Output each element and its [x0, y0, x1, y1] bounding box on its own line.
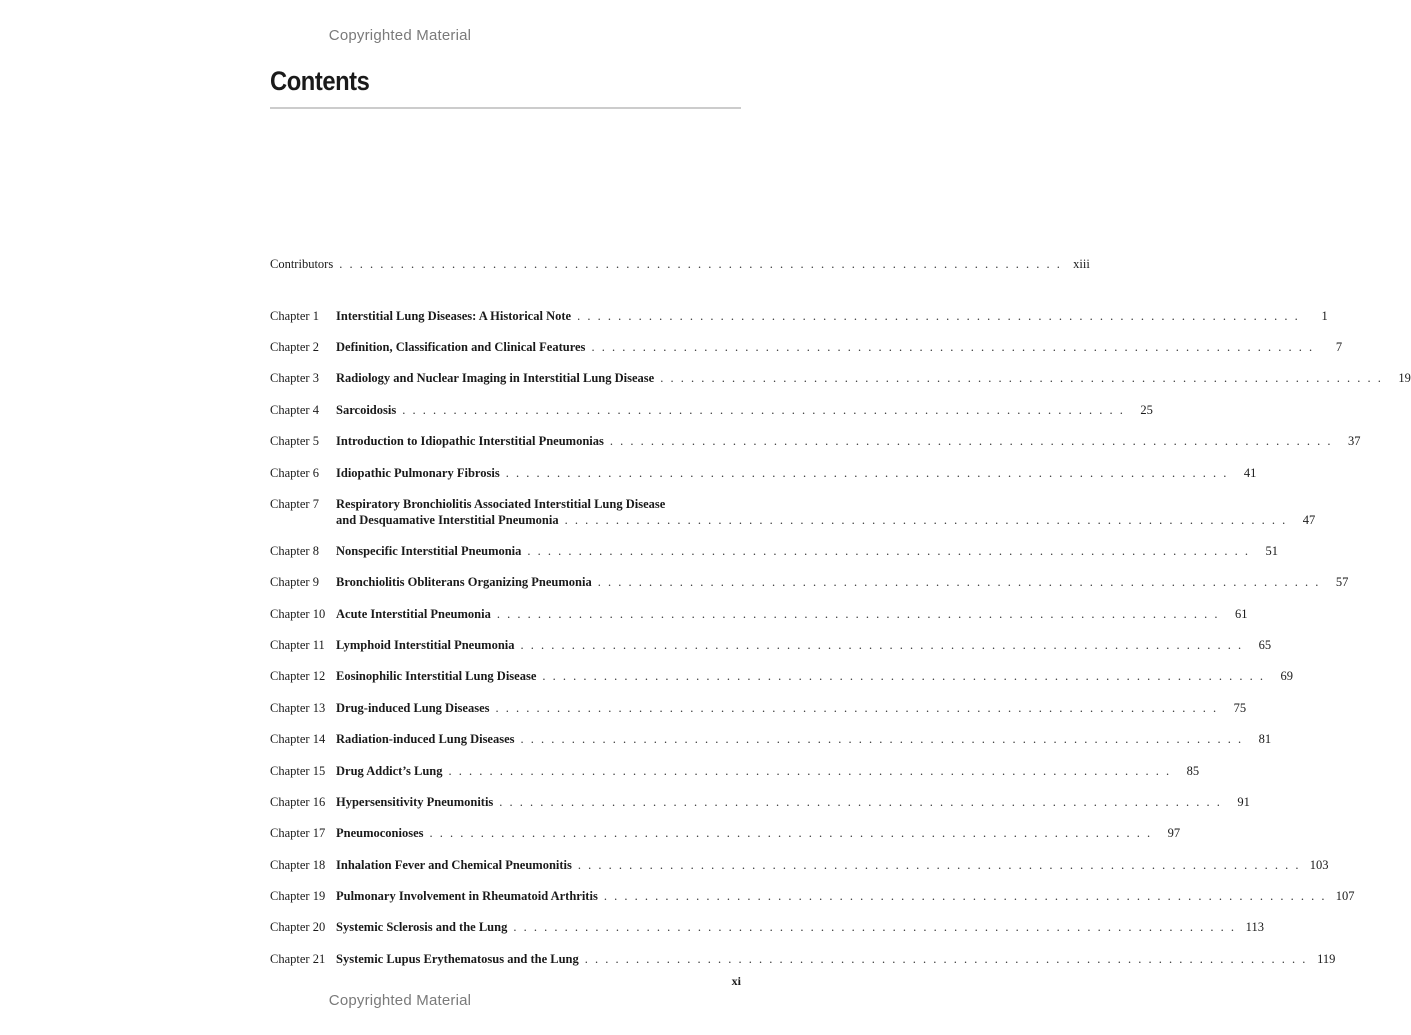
toc-row-contributors	[270, 256, 1090, 272]
chapter-title: Hypersensitivity Pneumonitis	[336, 795, 494, 809]
page-number: 69	[1280, 669, 1293, 683]
chapter-title: Lymphoid Interstitial Pneumonia	[336, 638, 515, 652]
copyright-watermark-top: Copyrighted Material	[328, 27, 472, 44]
chapter-title: Acute Interstitial Pneumonia	[336, 607, 491, 621]
dot-leader: . . . . . . . . . . . . . . . . . . . . . . . . . . . . . . . . . . . . . . . . . . . . . . . . . . . . . . . . . . . . . . . . . . . . . . .	[577, 309, 1300, 323]
dot-leader: . . . . . . . . . . . . . . . . . . . . . . . . . . . . . . . . . . . . . . . . . . . . . . . . . . . . . . . . . . . . . . . . . . . . . . .	[584, 952, 1308, 966]
chapter-title-line2: and Desquamative Interstitial Pneumonia	[336, 513, 559, 527]
dot-leader: . . . . . . . . . . . . . . . . . . . . . . . . . . . . . . . . . . . . . . . . . . . . . . . . . . . . . . . . . . . . . . . . . . . . . . .	[520, 638, 1244, 652]
toc-row-chapter	[270, 888, 1355, 904]
title-rule	[270, 107, 741, 109]
dot-leader: . . . . . . . . . . . . . . . . . . . . . . . . . . . . . . . . . . . . . . . . . . . . . . . . . . . . . . . . . . . . . . . . . . . . . . .	[520, 732, 1244, 746]
chapter-title: Inhalation Fever and Chemical Pneumonitis	[336, 858, 572, 872]
chapter-title: Drug-induced Lung Diseases	[336, 701, 490, 715]
dot-leader: . . . . . . . . . . . . . . . . . . . . . . . . . . . . . . . . . . . . . . . . . . . . . . . . . . . . . . . . . . . . . . . . . . . . . . .	[495, 701, 1219, 715]
chapter-label: Chapter 16	[270, 795, 326, 809]
dot-leader: . . . . . . . . . . . . . . . . . . . . . . . . . . . . . . . . . . . . . . . . . . . . . . . . . . . . . . . . . . . . . . . . . . . . . . .	[513, 920, 1236, 934]
chapter-label: Chapter 18	[270, 858, 326, 872]
chapter-title: Eosinophilic Interstitial Lung Disease	[336, 669, 537, 683]
dot-leader: . . . . . . . . . . . . . . . . . . . . . . . . . . . . . . . . . . . . . . . . . . . . . . . . . . . . . . . . . . . . . . . . . . . . . . .	[496, 607, 1220, 621]
page-number: 51	[1265, 544, 1279, 558]
toc-row-chapter	[270, 763, 1200, 779]
chapter-label: Chapter 1	[270, 309, 319, 323]
toc-row-chapter	[270, 543, 1279, 559]
chapter-label: Chapter 2	[270, 340, 319, 354]
page-number: xiii	[1073, 257, 1090, 271]
toc-row-chapter	[270, 339, 1343, 355]
page-number: 61	[1234, 607, 1248, 621]
page-number: 107	[1335, 889, 1355, 903]
dot-leader: . . . . . . . . . . . . . . . . . . . . . . . . . . . . . . . . . . . . . . . . . . . . . . . . . . . . . . . . . . . . . . . . . . . . . . .	[609, 434, 1333, 448]
toc-row-chapter	[270, 825, 1181, 841]
chapter-label: Chapter 19	[270, 889, 326, 903]
chapter-title: Pulmonary Involvement in Rheumatoid Arthritis	[336, 889, 598, 903]
chapter-label: Chapter 15	[270, 764, 326, 778]
chapter-label: Chapter 12	[270, 669, 326, 683]
page-number: 1	[1321, 309, 1328, 323]
toc-row-chapter	[270, 465, 1257, 481]
chapter-label: Chapter 9	[270, 575, 319, 589]
chapter-label: Chapter 11	[270, 638, 325, 652]
dot-leader: . . . . . . . . . . . . . . . . . . . . . . . . . . . . . . . . . . . . . . . . . . . . . . . . . . . . . . . . . . . . . . . . . . . . . . .	[429, 826, 1153, 840]
dot-leader: . . . . . . . . . . . . . . . . . . . . . . . . . . . . . . . . . . . . . . . . . . . . . . . . . . . . . . . . . . . . . . . . . . . . . . .	[402, 403, 1125, 417]
toc-row-chapter	[270, 794, 1250, 810]
chapter-label: Chapter 5	[270, 434, 319, 448]
chapter-title: Systemic Lupus Erythematosus and the Lung	[336, 952, 579, 966]
page-number: 97	[1167, 826, 1181, 840]
toc-row-chapter	[270, 574, 1349, 590]
dot-leader: . . . . . . . . . . . . . . . . . . . . . . . . . . . . . . . . . . . . . . . . . . . . . . . . . . . . . . . . . . . . . . . . . . . . . . .	[591, 340, 1315, 354]
toc-row-chapter	[270, 370, 1411, 386]
chapter-label: Chapter 6	[270, 466, 319, 480]
toc-row-chapter	[270, 308, 1328, 324]
chapter-title: Drug Addict’s Lung	[336, 764, 443, 778]
chapter-label: Chapter 7	[270, 497, 319, 511]
chapter-label: Chapter 3	[270, 371, 319, 385]
dot-leader: . . . . . . . . . . . . . . . . . . . . . . . . . . . . . . . . . . . . . . . . . . . . . . . . . . . . . . . . . . . . . . . . . . . . . . .	[448, 764, 1172, 778]
page-number: 65	[1258, 638, 1272, 652]
chapter-label: Chapter 13	[270, 701, 326, 715]
dot-leader: . . . . . . . . . . . . . . . . . . . . . . . . . . . . . . . . . . . . . . . . . . . . . . . . . . . . . . . . . . . . . . . . . . . . . . .	[505, 466, 1229, 480]
dot-leader: . . . . . . . . . . . . . . . . . . . . . . . . . . . . . . . . . . . . . . . . . . . . . . . . . . . . . . . . . . . . . . . . . . . . . . .	[339, 257, 1062, 271]
page-number: 103	[1309, 858, 1329, 872]
page-number: 119	[1317, 952, 1336, 966]
contributors-label: Contributors	[270, 257, 334, 271]
page-number: 25	[1140, 403, 1153, 417]
page-number: 81	[1258, 732, 1272, 746]
chapter-label: Chapter 21	[270, 952, 326, 966]
chapter-title: Pneumoconioses	[336, 826, 424, 840]
chapter-title-block	[336, 496, 1315, 528]
dot-leader: . . . . . . . . . . . . . . . . . . . . . . . . . . . . . . . . . . . . . . . . . . . . . . . . . . . . . . . . . . . . . . . . . . . . . . .	[564, 513, 1288, 527]
page-number: 7	[1335, 340, 1343, 354]
copyright-watermark-bottom: Copyrighted Material	[328, 992, 472, 1009]
chapter-label: Chapter 14	[270, 732, 326, 746]
chapter-title: Interstitial Lung Diseases: A Historical Note	[336, 309, 572, 323]
page-number: 37	[1347, 434, 1361, 448]
toc-row-chapter	[270, 496, 1316, 528]
chapter-title: Systemic Sclerosis and the Lung	[336, 920, 508, 934]
chapter-label: Chapter 10	[270, 607, 326, 621]
toc-row-chapter	[270, 951, 1336, 967]
chapter-title: Definition, Classification and Clinical Features	[336, 340, 586, 354]
page-number: 57	[1335, 575, 1349, 589]
chapter-title: Idiopathic Pulmonary Fibrosis	[336, 466, 500, 480]
chapter-label: Chapter 20	[270, 920, 326, 934]
toc-row-chapter	[270, 433, 1361, 449]
toc-row-chapter	[270, 668, 1293, 684]
dot-leader: . . . . . . . . . . . . . . . . . . . . . . . . . . . . . . . . . . . . . . . . . . . . . . . . . . . . . . . . . . . . . . . . . . . . . . .	[660, 371, 1383, 385]
chapter-title: Nonspecific Interstitial Pneumonia	[336, 544, 522, 558]
page-number: 19	[1398, 371, 1411, 385]
dot-leader: . . . . . . . . . . . . . . . . . . . . . . . . . . . . . . . . . . . . . . . . . . . . . . . . . . . . . . . . . . . . . . . . . . . . . . .	[499, 795, 1222, 809]
dot-leader: . . . . . . . . . . . . . . . . . . . . . . . . . . . . . . . . . . . . . . . . . . . . . . . . . . . . . . . . . . . . . . . . . . . . . . .	[603, 889, 1327, 903]
toc-row-chapter	[270, 857, 1329, 873]
chapter-label: Chapter 17	[270, 826, 326, 840]
toc-row-chapter	[270, 731, 1272, 747]
chapter-title: Respiratory Bronchiolitis Associated Interstitial Lung Disease	[336, 497, 666, 511]
chapter-title: Sarcoidosis	[336, 403, 397, 417]
chapter-label: Chapter 8	[270, 544, 319, 558]
page-number: 47	[1302, 513, 1316, 527]
toc-row-chapter	[270, 402, 1153, 418]
dot-leader: . . . . . . . . . . . . . . . . . . . . . . . . . . . . . . . . . . . . . . . . . . . . . . . . . . . . . . . . . . . . . . . . . . . . . . .	[597, 575, 1321, 589]
chapter-label: Chapter 4	[270, 403, 319, 417]
page-number: 75	[1233, 701, 1247, 715]
page-folio: xi	[731, 974, 741, 988]
page-number: 41	[1243, 466, 1257, 480]
page-number: 91	[1237, 795, 1250, 809]
toc-row-chapter	[270, 606, 1248, 622]
page-number: 113	[1245, 920, 1264, 934]
toc-row-chapter	[270, 919, 1264, 935]
chapter-title: Introduction to Idiopathic Interstitial Pneumonias	[336, 434, 604, 448]
toc-row-chapter	[270, 637, 1272, 653]
chapter-title: Radiation-induced Lung Diseases	[336, 732, 515, 746]
chapter-title: Radiology and Nuclear Imaging in Interstitial Lung Disease	[336, 371, 655, 385]
page-title: Contents	[270, 66, 370, 96]
dot-leader: . . . . . . . . . . . . . . . . . . . . . . . . . . . . . . . . . . . . . . . . . . . . . . . . . . . . . . . . . . . . . . . . . . . . . . .	[577, 858, 1301, 872]
dot-leader: . . . . . . . . . . . . . . . . . . . . . . . . . . . . . . . . . . . . . . . . . . . . . . . . . . . . . . . . . . . . . . . . . . . . . . .	[527, 544, 1251, 558]
chapter-title: Bronchiolitis Obliterans Organizing Pneumonia	[336, 575, 592, 589]
toc-row-chapter	[270, 700, 1247, 716]
page-number: 85	[1186, 764, 1200, 778]
chapter-title-line2-row	[336, 512, 1315, 528]
dot-leader: . . . . . . . . . . . . . . . . . . . . . . . . . . . . . . . . . . . . . . . . . . . . . . . . . . . . . . . . . . . . . . . . . . . . . . .	[542, 669, 1265, 683]
